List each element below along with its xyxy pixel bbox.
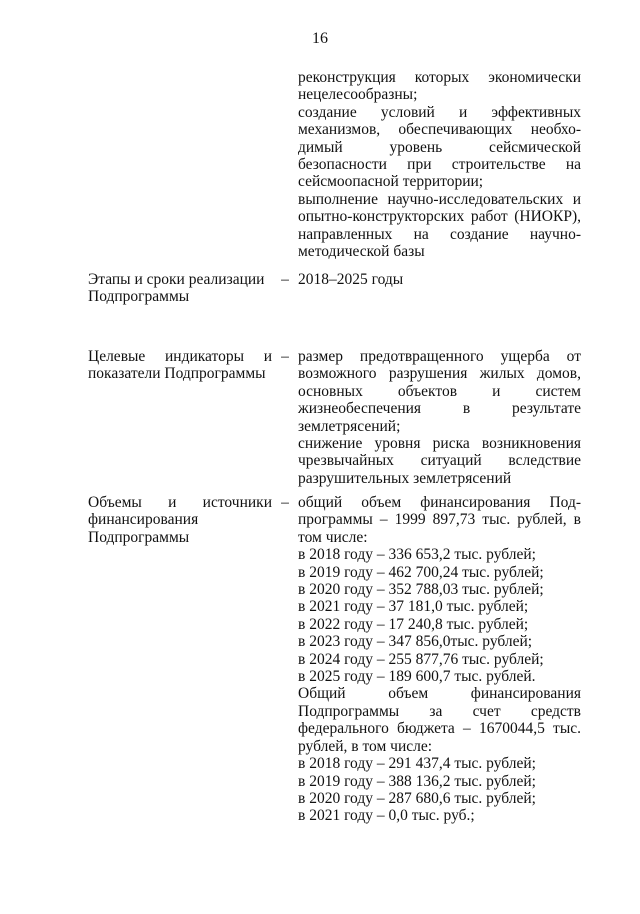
- text-line: возможного разрушения жилых домов,: [298, 365, 581, 383]
- text-line: Подпрограммы за счет средств: [298, 702, 581, 720]
- section-label: [88, 348, 272, 383]
- text-line: механизмов, обеспечивающих необхо-: [298, 121, 581, 139]
- section-label: [88, 271, 272, 306]
- section-label: [88, 494, 272, 546]
- funding-year-line: в 2020 году – 352 788,03 тыс. рублей;: [298, 581, 544, 599]
- text-line: димый уровень сейсмической: [298, 138, 581, 156]
- label-line: Этапы и сроки реализации: [88, 271, 265, 288]
- funding-year-line: в 2019 году – 462 700,24 тыс. рублей;: [298, 563, 544, 581]
- text-line: безопасности при строительстве на: [298, 156, 581, 174]
- text-line: федерального бюджета – 1670044,5 тыс.: [298, 720, 581, 738]
- section-dash: –: [281, 494, 289, 511]
- funding-year-line: в 2023 году – 347 856,0тыс. рублей;: [298, 633, 533, 651]
- section-content: [298, 348, 581, 487]
- section-dash: –: [281, 348, 289, 365]
- label-line: финансирования: [88, 511, 199, 529]
- text-line: реконструкция которых экономически: [298, 69, 581, 86]
- section-content: [298, 271, 581, 288]
- text-line: землетрясений;: [298, 417, 401, 435]
- text-line: программы – 1999 897,73 тыс. рублей, в: [298, 511, 581, 529]
- text-line: опытно-конструкторских работ (НИОКР),: [298, 208, 581, 226]
- funding-year-line: в 2025 году – 189 600,7 тыс. рублей.: [298, 668, 536, 686]
- text-line: сейсмоопасной территории;: [298, 173, 484, 191]
- text-line: выполнение научно-исследовательских и: [298, 190, 581, 208]
- section-dash: –: [281, 271, 289, 288]
- text-line: методической базы: [298, 243, 425, 261]
- funding-year-line: в 2018 году – 336 653,2 тыс. рублей;: [298, 546, 536, 564]
- text-line: размер предотвращенного ущерба от: [298, 348, 581, 365]
- text-line: снижение уровня риска возникновения: [298, 435, 581, 453]
- text-line: 2018–2025 годы: [298, 271, 404, 288]
- funding-year-line: в 2021 году – 37 181,0 тыс. рублей;: [298, 598, 529, 616]
- funding-year-line: в 2018 году – 291 437,4 тыс. рублей;: [298, 755, 536, 773]
- text-line: основных объектов и систем: [298, 382, 581, 400]
- funding-year-line: в 2024 году – 255 877,76 тыс. рублей;: [298, 650, 544, 668]
- text-line: направленных на создание научно-: [298, 225, 581, 243]
- label-line: Подпрограммы: [88, 288, 190, 306]
- page-number: 16: [312, 30, 328, 47]
- label-line: Целевые индикаторы и: [88, 348, 272, 365]
- text-line: том числе:: [298, 528, 368, 546]
- funding-year-line: в 2021 году – 0,0 тыс. руб.;: [298, 807, 475, 825]
- text-line: создание условий и эффективных: [298, 103, 581, 121]
- text-line: общий объем финансирования Под-: [298, 494, 581, 511]
- funding-year-line: в 2022 году – 17 240,8 тыс. рублей;: [298, 615, 529, 633]
- label-line: Объемы и источники: [88, 494, 272, 511]
- text-line: чрезвычайных ситуаций вследствие: [298, 452, 581, 470]
- section-content: [298, 494, 581, 825]
- text-line: жизнеобеспечения в результате: [298, 400, 581, 418]
- text-line: рублей, в том числе:: [298, 737, 433, 755]
- funding-year-line: в 2020 году – 287 680,6 тыс. рублей;: [298, 789, 536, 807]
- intro-continuation-text: [298, 69, 581, 260]
- text-line: Общий объем финансирования: [298, 685, 581, 703]
- label-line: показатели Подпрограммы: [88, 365, 266, 383]
- funding-year-line: в 2019 году – 388 136,2 тыс. рублей;: [298, 772, 536, 790]
- text-line: разрушительных землетрясений: [298, 469, 512, 487]
- text-line: нецелесообразны;: [298, 86, 418, 104]
- label-line: Подпрограммы: [88, 528, 190, 546]
